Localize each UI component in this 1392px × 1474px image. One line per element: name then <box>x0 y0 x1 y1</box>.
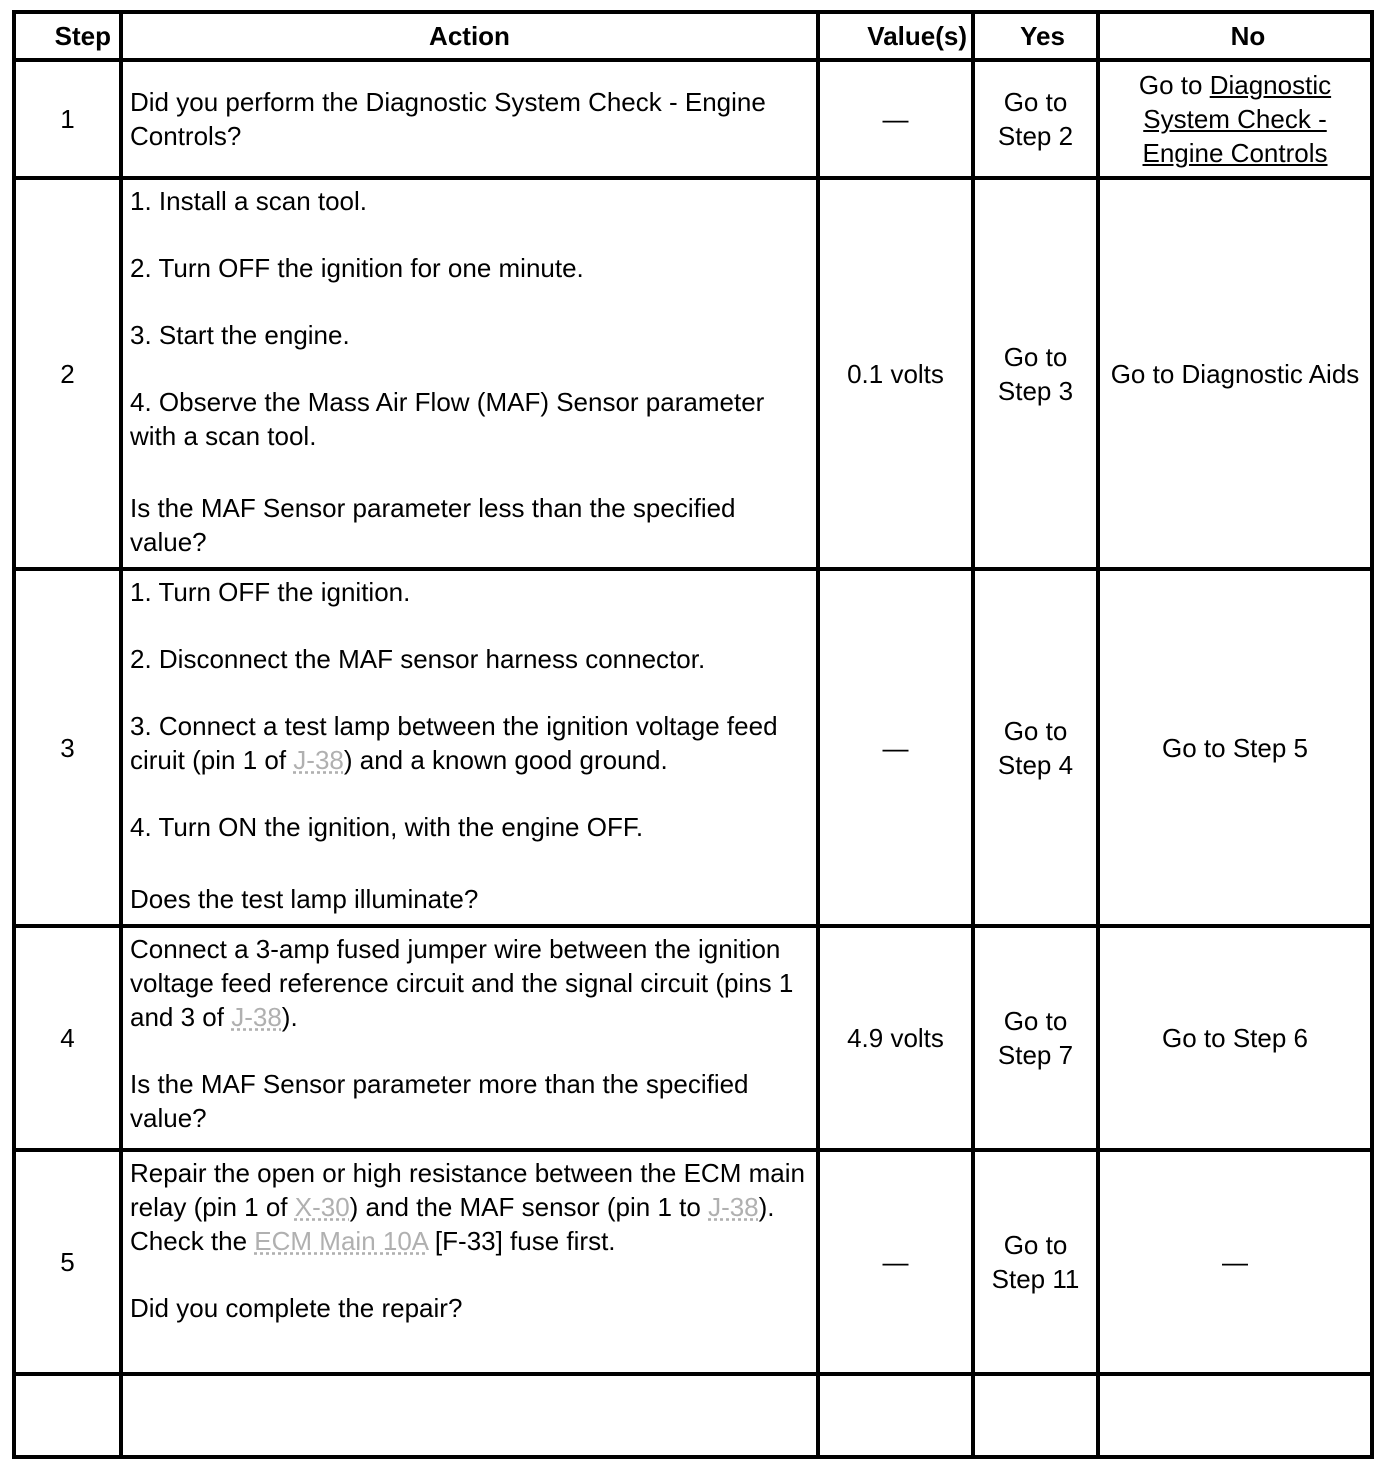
table-row <box>14 926 1372 1150</box>
action-question: Does the test lamp illuminate? <box>130 884 479 914</box>
yes-cell: Go to Step 11 <box>973 1150 1098 1374</box>
header-yes: Yes <box>973 12 1098 60</box>
table-row <box>14 1150 1372 1374</box>
no-cell: Go to Step 5 <box>1098 569 1372 926</box>
header-row <box>14 12 1372 60</box>
action-text: 1. Turn OFF the ignition. <box>130 577 411 607</box>
action-text: 3. Start the engine. <box>130 320 350 350</box>
action-text-part: Connect a 3-amp fused jumper wire between the ignition voltage feed reference circuit and the signal circuit (pins 1 and 3 of <box>130 934 794 1032</box>
action-text: 4. Observe the Mass Air Flow (MAF) Sensor parameter with a scan tool. <box>130 387 765 451</box>
step-number: 3 <box>14 569 121 926</box>
fuse-link-ecm-main[interactable]: ECM Main 10A <box>254 1226 428 1256</box>
action-question: Did you complete the repair? <box>130 1293 463 1323</box>
action-cell <box>121 178 818 569</box>
header-no: No <box>1098 12 1372 60</box>
value-cell: — <box>818 1150 973 1374</box>
diagnostic-system-check-link[interactable]: Diagnostic System Check - Engine Controls <box>1142 70 1332 168</box>
action-text-part: ) and a known good ground. <box>343 745 668 775</box>
empty-cell <box>1098 1374 1372 1457</box>
connector-link-x30[interactable]: X-30 <box>294 1192 350 1222</box>
value-cell: 0.1 volts <box>818 178 973 569</box>
no-cell: — <box>1098 1150 1372 1374</box>
empty-cell <box>121 1374 818 1457</box>
action-text: Did you perform the Diagnostic System Check - Engine Controls? <box>130 87 766 151</box>
connector-link-j38[interactable]: J-38 <box>708 1192 759 1222</box>
action-question: Is the MAF Sensor parameter more than the specified value? <box>130 1069 749 1133</box>
table-row <box>14 178 1372 569</box>
no-cell: Go to Diagnostic Aids <box>1098 178 1372 569</box>
action-text <box>130 1156 810 1258</box>
empty-cell <box>973 1374 1098 1457</box>
action-cell <box>121 569 818 926</box>
action-text-part: Repair the open or high resistance between the ECM main relay (pin 1 of <box>130 1158 805 1222</box>
empty-cell <box>14 1374 121 1457</box>
action-text <box>130 932 810 1034</box>
action-text <box>130 709 810 777</box>
empty-cell <box>818 1374 973 1457</box>
header-action: Action <box>121 12 818 60</box>
yes-cell: Go to Step 4 <box>973 569 1098 926</box>
action-text: 2. Turn OFF the ignition for one minute. <box>130 253 584 283</box>
value-cell: — <box>818 569 973 926</box>
yes-cell: Go to Step 3 <box>973 178 1098 569</box>
action-cell <box>121 1150 818 1374</box>
action-cell <box>121 60 818 178</box>
connector-link-j38[interactable]: J-38 <box>293 745 344 775</box>
value-cell: — <box>818 60 973 178</box>
action-text: 1. Install a scan tool. <box>130 186 368 216</box>
header-step: Step <box>14 12 121 60</box>
step-number: 4 <box>14 926 121 1150</box>
no-prefix: Go to <box>1138 70 1210 100</box>
action-text: 4. Turn ON the ignition, with the engine OFF. <box>130 812 644 842</box>
action-text-part: ). Check the <box>130 1192 775 1256</box>
header-values: Value(s) <box>818 12 973 60</box>
action-text-part: ). <box>281 1002 298 1032</box>
action-text-part: 3. Connect a test lamp between the ignition voltage feed ciruit (pin 1 of <box>130 711 778 775</box>
table-row <box>14 60 1372 178</box>
yes-cell: Go to Step 2 <box>973 60 1098 178</box>
no-cell: Go to Step 6 <box>1098 926 1372 1150</box>
diagnostic-table <box>12 10 1374 1459</box>
step-number: 2 <box>14 178 121 569</box>
action-text: 2. Disconnect the MAF sensor harness connector. <box>130 644 706 674</box>
yes-cell: Go to Step 7 <box>973 926 1098 1150</box>
action-text-part: [F-33] fuse first. <box>427 1226 616 1256</box>
table-row <box>14 569 1372 926</box>
value-cell: 4.9 volts <box>818 926 973 1150</box>
action-question: Is the MAF Sensor parameter less than the specified value? <box>130 493 736 557</box>
no-cell <box>1098 60 1372 178</box>
action-cell <box>121 926 818 1150</box>
empty-row <box>14 1374 1372 1457</box>
step-number: 5 <box>14 1150 121 1374</box>
step-number: 1 <box>14 60 121 178</box>
action-text-part: ) and the MAF sensor (pin 1 to <box>349 1192 709 1222</box>
connector-link-j38[interactable]: J-38 <box>231 1002 282 1032</box>
